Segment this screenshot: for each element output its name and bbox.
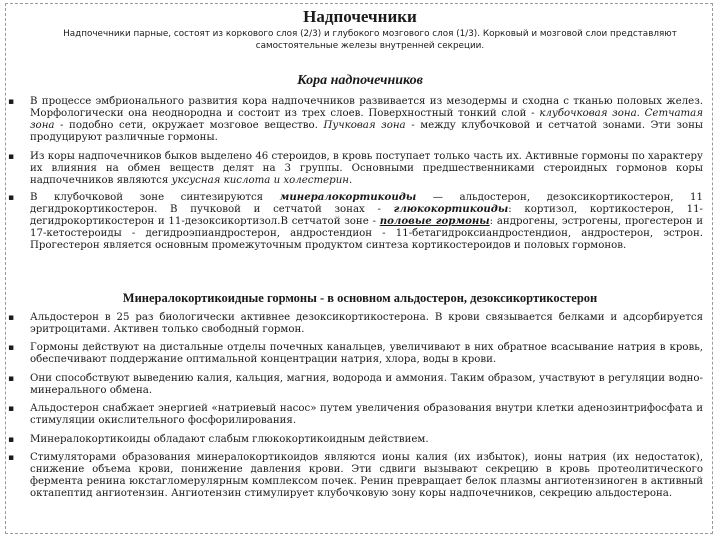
bullet-icon: ▪ bbox=[8, 97, 15, 107]
bullet-icon: ▪ bbox=[8, 193, 15, 203]
mineral-item-4-text: Альдостерон снабжает энергией «натриевый насос» путем увеличения образования внутри клетки аденозинтрифосфата и стимуляции окислительного фосфорилирования. bbox=[30, 403, 703, 426]
cortex-item-1-text: В процессе эмбрионального развития кора надпочечников развивается из мезодермы и сходна с тканью половых желез. Морфологически она неоднородна и состоит из трех слоев. Поверхностный тонкий слой - клубочковая зона. Сетчатая зона - подобно сети, окружает мозговое вещество. Пучковая зона - между клубочковой и сетчатой зонами. Эти зоны продуцируют различные гормоны. bbox=[30, 96, 704, 143]
mineral-item-5-text: Минералокортикоиды обладают слабым глюкокортикоидным действием. bbox=[30, 434, 429, 445]
cortex-item-3-text: В клубочковой зоне синтезируются минералокортикоиды — альдостерон, дезоксикортикостерон, 11 дегидрокортикостерон. В пучковой и сетчатой зонах - глюкокортикоиды: кортизол, кортикостерон, 11-дегидрокортикостерон и 11-дезоксикортизол.В сетчатой зоне - половые гормоны: андрогены, эстрогены, прогестерон и 17-кетостероиды - дегидроэпиандростерон, андростендион - 11-бетагидроксиандростендион, андростерон, эстрон. Прогестерон является основным промежуточным продуктом синтеза кортикостероидов и половых гормонов. bbox=[30, 191, 704, 251]
cortex-item-2-text: Из коры надпочечников быков выделено 46 стероидов, в кровь поступает только часть их. Активные гормоны по характеру их влияния на обмен веществ делят на 3 группы. Основными предшественниками стероидных гормонов коры надпочечников являются уксусная кислота и холестерин. bbox=[30, 151, 703, 186]
bullet-icon: ▪ bbox=[8, 435, 15, 445]
bullet-icon: ▪ bbox=[8, 343, 15, 353]
mineral-heading: Минералокортикоидные гормоны - в основном альдостерон, дезоксикортикостерон bbox=[122, 291, 598, 305]
bullet-icon: ▪ bbox=[8, 404, 15, 414]
bullet-icon: ▪ bbox=[8, 453, 15, 463]
mineral-item-6-text: Стимуляторами образования минералокортикоидов являются ионы калия (их избыток), ионы натрия (их недостаток), снижение объема крови, понижение давления крови. Эти сдвиги вызывают секрецию в кровь протеолитического фермента ренина юкстагломерулярным комплексом почек. Ренин превращает белок плазмы ангиотензиноген в активный октапептид ангиотензин. Ангиотензин стимулирует клубочковую зону коры надпочечников, секрецию альдостерона. bbox=[30, 452, 703, 499]
mineral-item-3-text: Они способствуют выведению калия, кальция, магния, водорода и аммония. Таким образом, участвуют в регуляции водно-минерального обмена. bbox=[30, 373, 703, 396]
mineral-item-1-text: Альдостерон в 25 раз биологически активнее дезоксикортикостерона. В крови связывается белками и адсорбируется эритроцитами. Активен только свободный гормон. bbox=[30, 312, 703, 335]
bullet-icon: ▪ bbox=[8, 313, 15, 323]
cortex-heading: Кора надпочечников bbox=[297, 73, 423, 88]
mineral-item-2-text: Гормоны действуют на дистальные отделы почечных канальцев, увеличивают в них обратное всасывание натрия в кровь, обеспечивают поддержание оптимальной концентрации натрия, хлора, воды в крови. bbox=[30, 342, 703, 365]
bullet-icon: ▪ bbox=[8, 152, 15, 162]
intro-text: Надпочечники парные, состоят из коркового слоя (2/3) и глубокого мозгового слоя (1/3). Корковый и мозговой слои представляют самостоятельные железы внутренней секреции. bbox=[63, 29, 677, 51]
bullet-icon: ▪ bbox=[8, 374, 15, 384]
page-title: Надпочечники bbox=[303, 7, 417, 26]
